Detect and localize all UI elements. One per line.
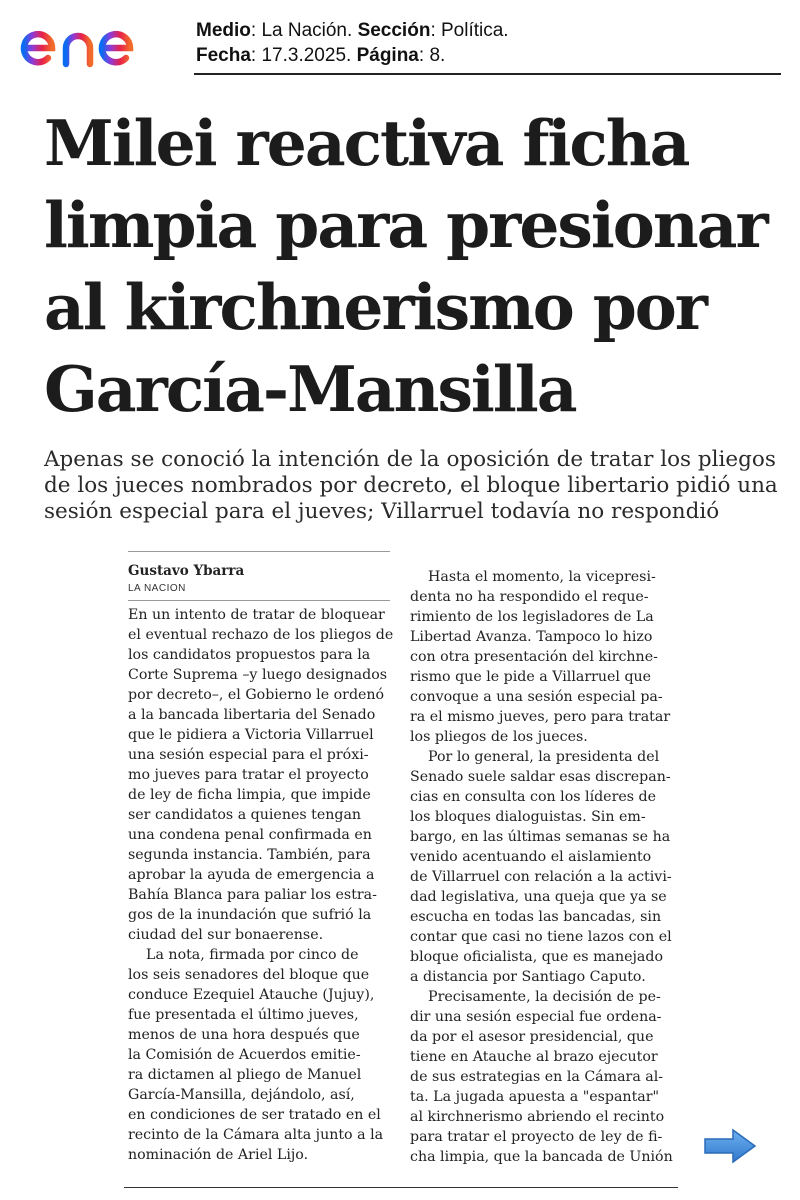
medio-label: Medio — [196, 20, 251, 41]
article-text-line: Precisamente, la decisión de pe- — [410, 989, 661, 1005]
article-text-line: a distancia por Santiago Caputo. — [410, 969, 646, 985]
article-text-line: los candidatos propuestos para la — [128, 647, 371, 663]
article-text-line: que le pidiera a Victoria Villarruel — [128, 727, 374, 743]
seccion-label: Sección — [357, 20, 431, 41]
headline-line: Milei reactiva ficha — [44, 106, 689, 180]
article-text-line: la Comisión de Acuerdos emitie- — [128, 1047, 361, 1063]
subhead-line: de los jueces nombrados por decreto, el bloque libertario pidió una — [44, 473, 778, 498]
article-headline — [44, 102, 784, 430]
article-text-line: recinto de la Cámara alta junto a la — [128, 1127, 384, 1143]
article-text-line: de Villarruel con relación a la activi- — [410, 869, 672, 885]
article-text-line: ra dictamen al pliego de Manuel — [128, 1067, 362, 1083]
article-text-line: tiene en Atauche al brazo ejecutor — [410, 1049, 658, 1065]
article-text-line: a la bancada libertaria del Senado — [128, 707, 376, 723]
meta-line-2 — [196, 43, 509, 68]
subhead-line: Apenas se conoció la intención de la oposición de tratar los pliegos — [44, 447, 776, 472]
article-text-line: bloque oficialista, que es manejado — [410, 949, 664, 965]
article-text-line: los seis senadores del bloque que — [128, 967, 370, 983]
article-text-line: venido acentuando el aislamiento — [410, 849, 652, 865]
article-text-line: bargo, en las últimas semanas se ha — [410, 829, 671, 845]
article-text-line: de ley de ficha limpia, que impide — [128, 787, 371, 803]
article-text-line: Libertad Avanza. Tampoco lo hizo — [410, 629, 653, 645]
article-text-line: escucha en todas las bancadas, sin — [410, 909, 662, 925]
article-text-line: dir una sesión especial fue ordena- — [410, 1009, 662, 1025]
article-text-line: En un intento de tratar de bloquear — [128, 607, 385, 623]
article-text-line: segunda instancia. También, para — [128, 847, 371, 863]
byline-divider-bottom — [128, 600, 390, 601]
article-column-1 — [128, 605, 396, 1165]
article-text-line: cha limpia, que la bancada de Unión — [410, 1149, 673, 1165]
arrow-right-icon[interactable] — [703, 1128, 757, 1164]
document-header — [0, 0, 800, 80]
article-text-line: una condena penal confirmada en — [128, 827, 372, 843]
article-text-line: rismo que le pide a Villarruel que — [410, 669, 652, 685]
article-subhead — [44, 447, 784, 525]
article-text-line: ciudad del sur bonaerense. — [128, 927, 324, 943]
article-column-2 — [410, 567, 678, 1167]
article-text-line: Bahía Blanca para paliar los estra- — [128, 887, 377, 903]
headline-line: limpia para presionar — [44, 188, 767, 262]
medio-value: : La Nación. — [250, 20, 358, 41]
article-text-line: para tratar el proyecto de ley de fi- — [410, 1129, 663, 1145]
article-text-line: contar que casi no tiene lazos con el — [410, 929, 672, 945]
article-text-line: convoque a una sesión especial pa- — [410, 689, 663, 705]
article-text-line: con otra presentación del kirchne- — [410, 649, 658, 665]
subhead-line: sesión especial para el jueves; Villarruel todavía no respondió — [44, 499, 720, 524]
article-text-line: nominación de Ariel Lijo. — [128, 1147, 309, 1163]
article-text-line: Senado suele saldar esas discrepan- — [410, 769, 671, 785]
article-text-line: Hasta el momento, la vicepresi- — [410, 569, 656, 585]
seccion-value: : Política. — [430, 20, 509, 41]
article-text-line: La nota, firmada por cinco de — [128, 947, 359, 963]
article-text-line: denta no ha respondido el reque- — [410, 589, 649, 605]
article-text-line: Corte Suprema –y luego designados — [128, 667, 388, 683]
fecha-label: Fecha — [196, 45, 251, 66]
outlet-name: LA NACION — [128, 583, 186, 594]
meta-line-1 — [196, 18, 509, 43]
article-text-line: Por lo general, la presidenta del — [410, 749, 660, 765]
article-text-line: conduce Ezequiel Atauche (Jujuy), — [128, 987, 375, 1003]
article-text-line: ser candidatos a quienes tengan — [128, 807, 362, 823]
article-text-line: al kirchnerismo abriendo el recinto — [410, 1109, 665, 1125]
article-text-line: da por el asesor presidencial, que — [410, 1029, 654, 1045]
article-text-line: ta. La jugada apuesta a "espantar" — [410, 1089, 660, 1105]
article-text-line: García-Mansilla, dejándolo, así, — [128, 1087, 355, 1103]
article-text-line: el eventual rechazo de los pliegos de — [128, 627, 394, 643]
byline-divider-top — [128, 551, 390, 552]
document-meta — [196, 18, 509, 68]
article-text-line: mo jueves para tratar el proyecto — [128, 767, 369, 783]
pagina-label: Página — [356, 45, 419, 66]
article-text-line: una sesión especial para el próxi- — [128, 747, 369, 763]
article-text-line: dad legislativa, una queja que ya se — [410, 889, 667, 905]
article-text-line: ra el mismo jueves, pero para tratar — [410, 709, 671, 725]
article-text-line: gos de la inundación que sufrió la — [128, 907, 372, 923]
enel-logo — [18, 8, 178, 70]
article-text-line: cias en consulta con los líderes de — [410, 789, 657, 805]
headline-line: García-Mansilla — [44, 352, 576, 426]
footer-divider — [124, 1187, 678, 1188]
article-text-line: de sus estrategias en la Cámara al- — [410, 1069, 664, 1085]
article-text-line: en condiciones de ser tratado en el — [128, 1107, 381, 1123]
article-text-line: rimiento de los legisladores de La — [410, 609, 654, 625]
fecha-value: : 17.3.2025. — [250, 45, 357, 66]
article-text-line: los pliegos de los jueces. — [410, 729, 588, 745]
header-divider — [194, 73, 781, 75]
article-text-line: menos de una hora después que — [128, 1027, 360, 1043]
article-text-line: fue presentada el último jueves, — [128, 1007, 359, 1023]
headline-line: al kirchnerismo por — [44, 270, 706, 344]
article-text-line: por decreto–, el Gobierno le ordenó — [128, 687, 385, 703]
article-text-line: aprobar la ayuda de emergencia a — [128, 867, 375, 883]
pagina-value: : 8. — [418, 45, 446, 66]
author-name: Gustavo Ybarra — [128, 563, 245, 579]
article-text-line: los bloques dialoguistas. Sin em- — [410, 809, 646, 825]
